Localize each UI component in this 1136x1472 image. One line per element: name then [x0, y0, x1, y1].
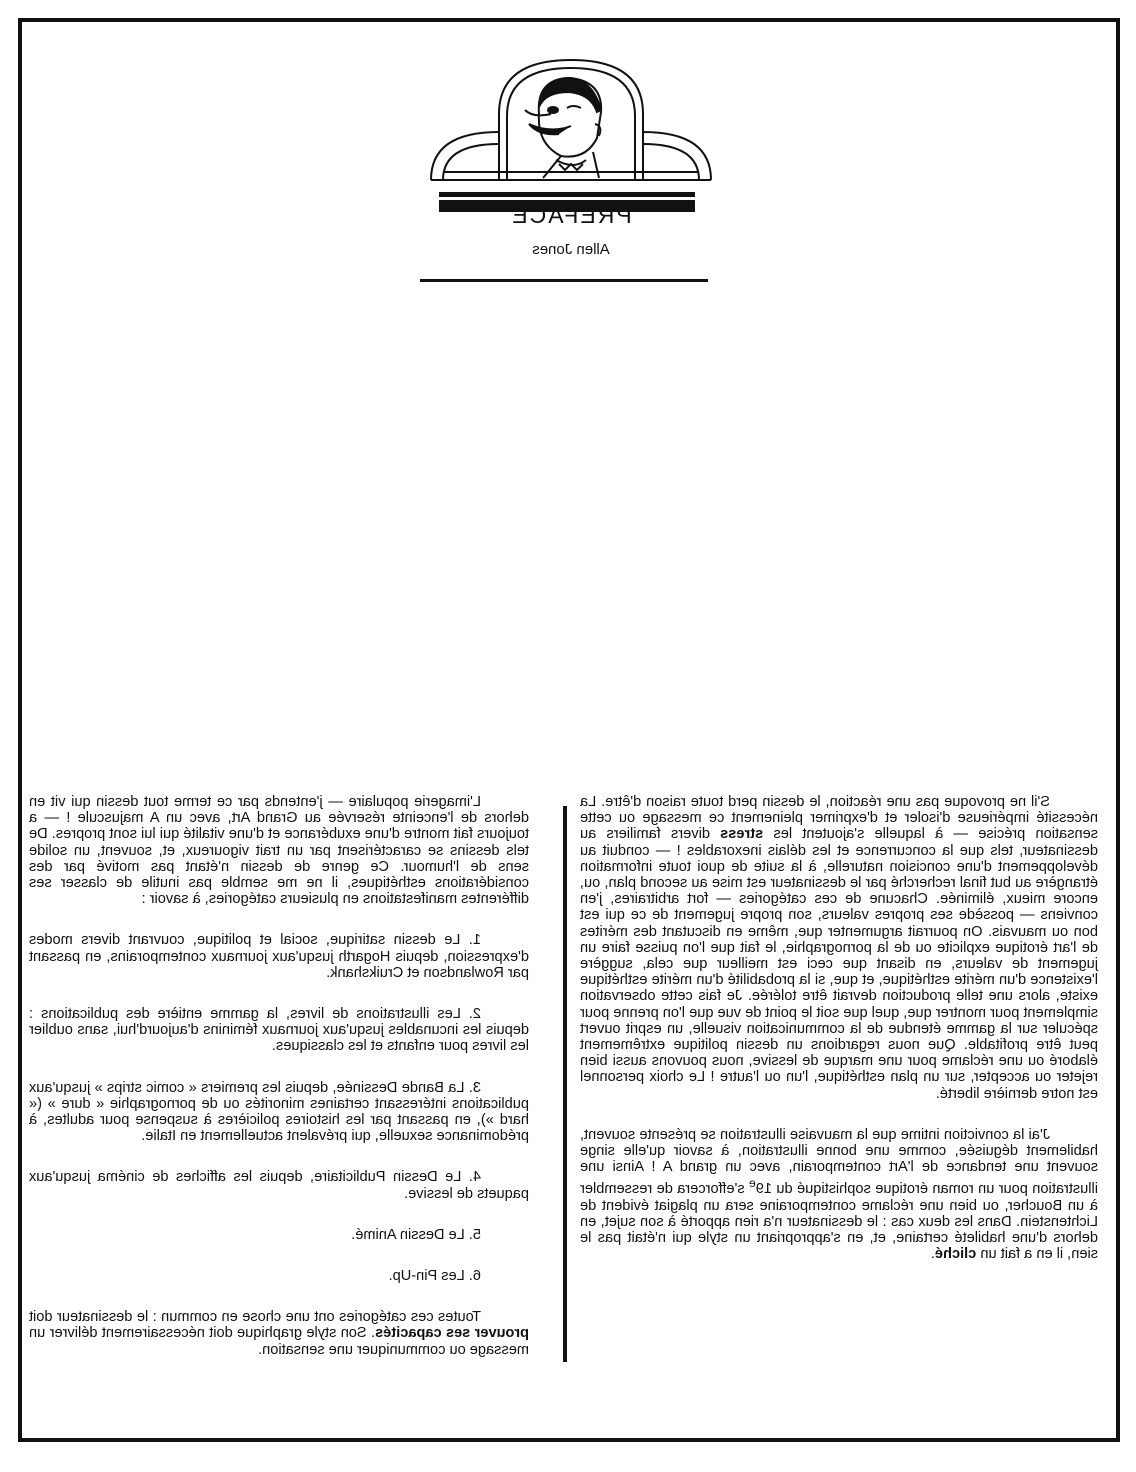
paragraph: 5. Le Dessin Animé. — [351, 1226, 481, 1243]
title-underline — [420, 279, 708, 282]
page-title: PREFACE — [510, 202, 632, 228]
caricature-emblem — [421, 52, 721, 217]
mirrored-page-content — [22, 22, 1116, 1438]
bold-phrase: prouver ses capacités — [375, 1325, 529, 1342]
text-run: . Son style graphique doit nécessairement délivrer un message ou communiquer une sensation. — [29, 1325, 529, 1358]
superscript: e — [749, 1176, 756, 1191]
closing-paragraph — [29, 1309, 529, 1358]
page-frame — [18, 18, 1120, 1442]
paragraph — [580, 1127, 1098, 1262]
left-column — [29, 794, 529, 1383]
paragraph: 6. Les Pin-Up. — [388, 1268, 481, 1285]
text-run: s'efforcera de ressembler à un Boucher, ou bien une réclame contemporaine sera un plagiat évident de Lichtenstein. Dans les deux cas : le dessinateur n'a rien apporté à son sujet, en dehors d'une habileté certaine, et, en s'appropriant un style qui n'était pas le sien, il en a fait un — [580, 1181, 1098, 1263]
bold-word: cliché — [934, 1246, 977, 1263]
paragraph: L'imagerie populaire — j'entends par ce terme tout dessin qui vit en dehors de l'enceinte réservée au Grand Art, avec un A majuscule ! — a toujours fait montre d'une exubérance et d'une vitalité qui lui sont propres. De tels dessins se caractérisent par un trait vigoureux, et, souvent, un solide sens de l'humour. Ce genre de dessin n'étant pas motivé par des considérations esthétiques, il ne me semble pas inutile de classer ses différentes manifestations en plusieurs catégories, à savoir : — [29, 794, 529, 908]
right-column — [580, 794, 1098, 1287]
paragraph: 3. La Bande Dessinée, depuis les premiers « comic strips » jusqu'aux publications intéressant certaines minorités ou de pornographie « dure » (« hard »), en passant par les histoires policières à suspense pour adultes, à prédominance sexuelle, qui prévalent actuellement en Italie. — [29, 1079, 529, 1145]
title-block — [421, 200, 721, 260]
paragraph: 4. Le Dessin Publicitaire, depuis les affiches de cinéma jusqu'aux paquets de lessive. — [29, 1169, 529, 1202]
text-run: S'il ne provoque pas une réaction, le dessin perd toute raison d'être. La nécessité impérieuse d'isoler et d'exprimer pleinement ce message ou cette sensation précise — à laquelle s'ajoutent les — [580, 794, 1098, 843]
text-run: Toutes ces catégories ont une chose en commun : le dessinateur doit — [29, 1309, 481, 1326]
text-run: . — [930, 1246, 935, 1263]
author-name: Allen Jones — [532, 241, 610, 258]
paragraph — [580, 794, 1098, 1102]
text-run: divers familiers au dessinateur, tels que la concurrence et les délais inexorables ! — conduit au développement d'une concision naturelle, à la suite de quoi toute information étrangère au but final recherché par le dessinateur est mise au second plan, ou, encore mieux, éliminée. Chacune de ces catégories — fort arbitraires, j'en conviens — possède ses propres valeurs, son propre jugement de ce qui est bon ou mauvais. On pourrait argumenter que, même en discutant des mérites de l'art érotique explicite ou de la pornographie, le fait que l'on puisse faire un jugement de valeurs, en disant que ceci est meilleur que cela, suggère l'existence d'un mérite esthétique, et que, si la probabilité d'un mérite esthétique existe, alors une telle production devrait être tolérée. Je fais cette observation simplement pour montrer que, quel que soit le point de vue que l'on prenne pour spéculer sur la gamme étendue de la communication visuelle, un esprit ouvert peut être profitable. Que nous regardions un dessin politique extrêmement élaboré ou une réclame pour une marque de lessive, nous pouvons aussi bien rejeter ou accepter, sur un plan esthétique, l'un ou l'autre ! Le choix personnel est notre dernière liberté. — [579, 826, 1098, 1102]
text-run: J'ai la conviction intime que la mauvaise illustration se présente souvent, habilement déguisée, comme une bonne illustration, à savoir qu'elle singe souvent une tendance de l'Art contemporain, avec un grand A ! Ainsi une illustration pour un roman érotique sophistiqué du 19 — [580, 1126, 1098, 1198]
column-divider — [563, 806, 567, 1362]
paragraph: 1. Le dessin satirique, social et politique, couvrant divers modes d'expression, depuis Hogarth jusqu'aux journaux contemporains, en passant par Rowlandson et Cruikshank. — [29, 932, 529, 981]
bold-word: stress — [720, 826, 764, 843]
paragraph: 2. Les illustrations de livres, la gamme entière des publications : depuis les incunables jusqu'aux journaux féminins d'aujourd'hui, sans oublier les livres pour enfants et les classiques. — [29, 1006, 529, 1055]
